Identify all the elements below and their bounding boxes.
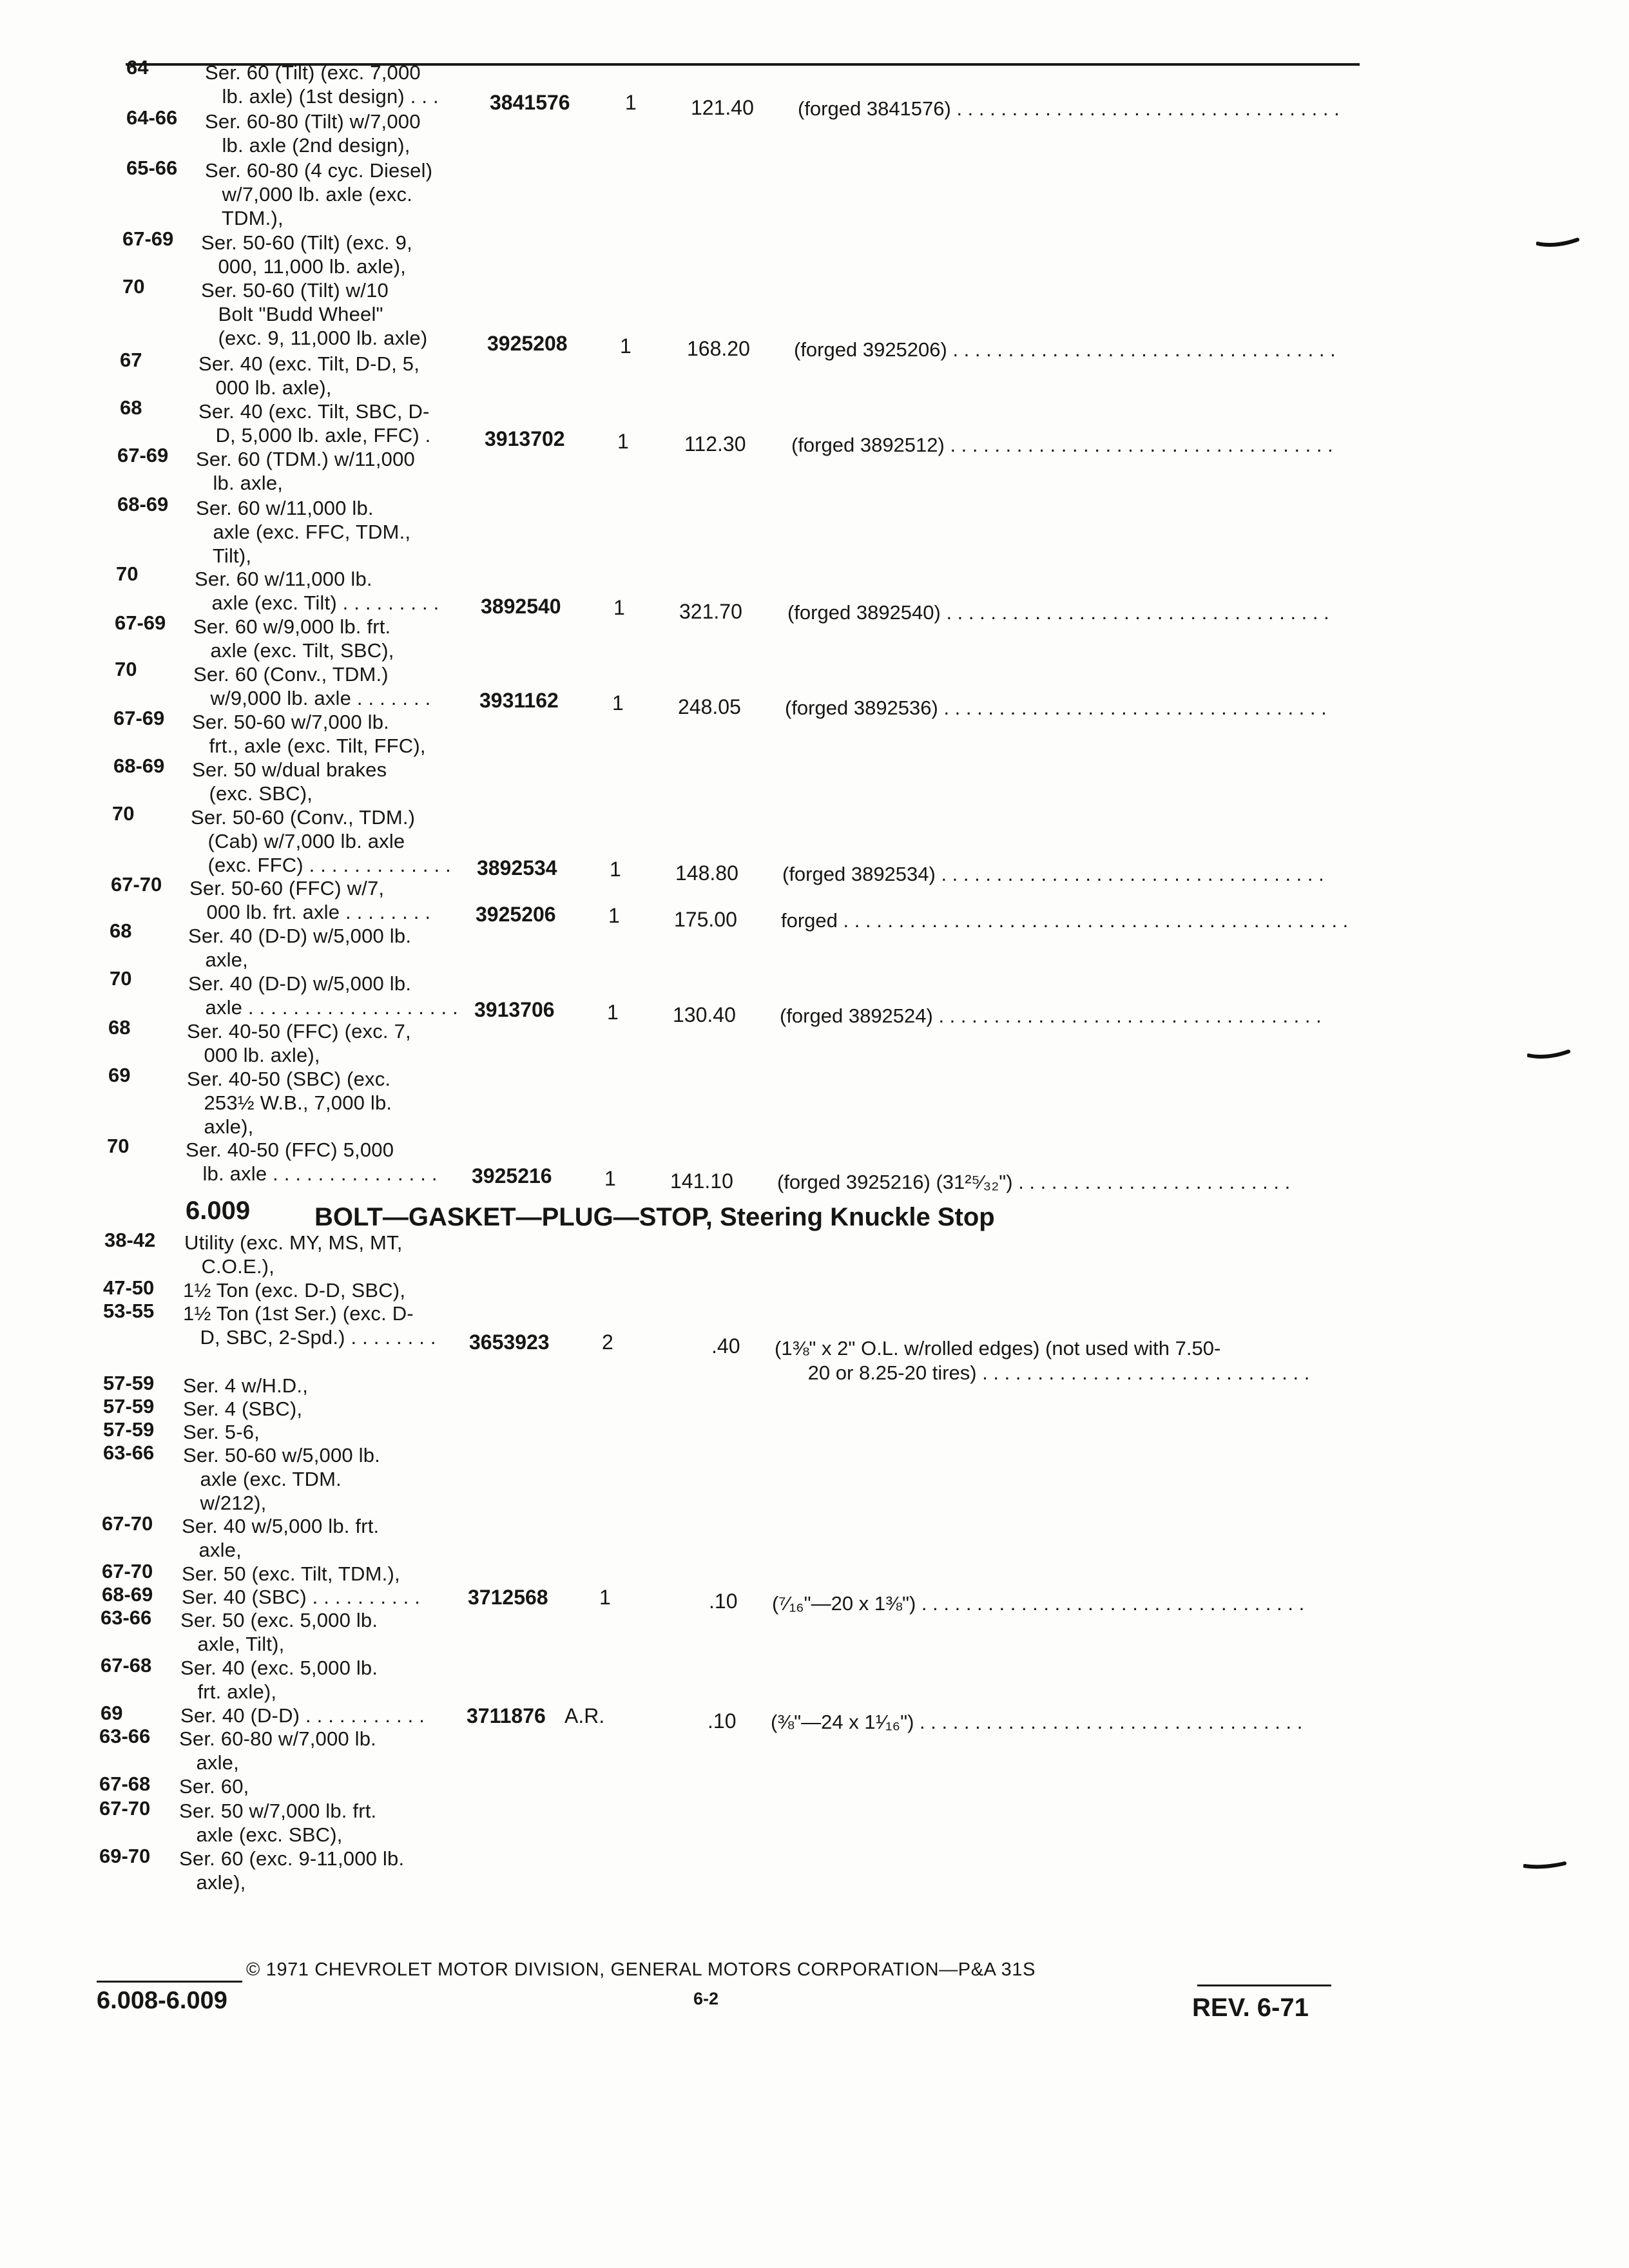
quantity: 1	[620, 334, 631, 358]
application-description: Ser. 50 w/7,000 lb. frt. axle (exc. SBC),	[179, 1800, 377, 1846]
application-description: Ser. 40 (D-D) w/5,000 lb. axle . . . . . . . . . . . . . . . . . . .	[188, 972, 458, 1019]
model-years: 69-70	[99, 1845, 151, 1867]
model-years: 67-69	[122, 227, 174, 250]
remarks: forged . . . . . . . . . . . . . . . . . . . . . . . . . . . . . . . . . . . . . . . . . . . . . .	[781, 909, 1349, 932]
quantity: 1	[617, 430, 629, 453]
application-description: Ser. 4 w/H.D.,	[183, 1374, 309, 1397]
application-description: Ser. 40 (exc. 5,000 lb. frt. axle),	[180, 1657, 378, 1703]
application-description: Ser. 40 (D-D) w/5,000 lb. axle,	[188, 925, 412, 971]
application-description: Ser. 60 (Conv., TDM.) w/9,000 lb. axle . . . . . . .	[193, 663, 431, 709]
part-number: 3925208	[487, 332, 568, 355]
part-number: 3892540	[481, 595, 561, 618]
application-description: Ser. 60,	[179, 1775, 249, 1798]
binder-mark-2	[1527, 1049, 1572, 1062]
model-years: 63-66	[103, 1441, 155, 1464]
model-years: 70	[112, 802, 135, 825]
application-description: Ser. 40 (D-D) . . . . . . . . . . .	[180, 1704, 425, 1727]
model-years: 69	[108, 1064, 131, 1086]
model-years: 68	[120, 396, 142, 419]
price: 130.40	[673, 1003, 736, 1026]
remarks: (forged 3841576) . . . . . . . . . . . . . . . . . . . . . . . . . . . . . . . . . . .	[798, 97, 1340, 120]
remarks: (forged 3925216) (31²⁵⁄₃₂") . . . . . . . . . . . . . . . . . . . . . . . . .	[777, 1171, 1291, 1193]
part-number: 3892534	[477, 856, 557, 879]
model-years: 70	[122, 275, 145, 298]
price: 321.70	[679, 600, 742, 623]
application-description: Ser. 50-60 (FFC) w/7, 000 lb. frt. axle . . . . . . . .	[189, 877, 431, 923]
footer-rule-right	[1197, 1984, 1331, 1986]
application-description: Ser. 50-60 (Tilt) w/10 Bolt "Budd Wheel" (exc. 9, 11,000 lb. axle)	[201, 279, 428, 349]
application-description: Ser. 40-50 (FFC) 5,000 lb. axle . . . . . . . . . . . . . . .	[186, 1139, 438, 1185]
model-years: 68-69	[117, 493, 169, 515]
model-years: 47-50	[103, 1276, 155, 1299]
application-description: 1½ Ton (1st Ser.) (exc. D- D, SBC, 2-Spd.) . . . . . . . .	[183, 1302, 436, 1349]
price: .10	[709, 1590, 738, 1613]
model-years: 63-66	[99, 1725, 151, 1747]
quantity: 1	[608, 904, 620, 927]
price: .10	[708, 1709, 737, 1733]
application-description: Ser. 50 w/dual brakes (exc. SBC),	[192, 758, 387, 805]
part-number: 3925216	[472, 1164, 552, 1187]
price: 141.10	[670, 1169, 733, 1193]
application-description: Ser. 40-50 (FFC) (exc. 7, 000 lb. axle),	[187, 1020, 411, 1066]
application-description: Ser. 60 (TDM.) w/11,000 lb. axle,	[196, 448, 415, 494]
remarks: (forged 3892524) . . . . . . . . . . . . . . . . . . . . . . . . . . . . . . . . . . .	[780, 1004, 1322, 1027]
remarks: (⁷⁄₁₆"—20 x 1⅜") . . . . . . . . . . . . . . . . . . . . . . . . . . . . . . . . . . .	[772, 1592, 1305, 1615]
application-description: Ser. 50-60 w/5,000 lb. axle (exc. TDM. w/212),	[183, 1444, 380, 1514]
application-description: Ser. 40 (exc. Tilt, SBC, D- D, 5,000 lb. axle, FFC) .	[198, 400, 431, 447]
model-years: 69	[101, 1702, 123, 1724]
remarks: (forged 3892536) . . . . . . . . . . . . . . . . . . . . . . . . . . . . . . . . . . .	[785, 697, 1327, 719]
price: 112.30	[684, 432, 746, 456]
model-years: 67-69	[113, 707, 165, 729]
quantity: 1	[612, 691, 624, 715]
quantity: 1	[613, 596, 625, 619]
quantity: 1	[625, 91, 637, 114]
part-number: 3913702	[485, 427, 565, 450]
application-description: Ser. 60-80 w/7,000 lb. axle,	[179, 1727, 376, 1774]
application-description: Ser. 50-60 (Conv., TDM.) (Cab) w/7,000 lb. axle (exc. FFC) . . . . . . . . . . . . .	[191, 806, 451, 876]
model-years: 67	[120, 349, 142, 371]
model-years: 68	[108, 1016, 131, 1039]
model-years: 38-42	[104, 1229, 156, 1251]
part-number: 3841576	[490, 91, 570, 114]
model-years: 68	[110, 919, 132, 942]
binder-mark-1	[1536, 236, 1581, 249]
section-title-main: BOLT—GASKET—PLUG—STOP,	[314, 1203, 713, 1231]
remarks: (1⅜" x 2" O.L. w/rolled edges) (not used with 7.50- 20 or 8.25-20 tires) . . . . . . . . . . . . . . . . . . . . . . . . . . . . . .	[775, 1337, 1310, 1384]
price: 175.00	[674, 908, 737, 931]
price: 121.40	[691, 96, 754, 119]
remarks: (⅜"—24 x 1¹⁄₁₆") . . . . . . . . . . . . . . . . . . . . . . . . . . . . . . . . . . .	[771, 1711, 1303, 1733]
part-number: 3931162	[479, 689, 559, 712]
quantity: 1	[610, 858, 621, 881]
part-number: 3711876	[467, 1704, 546, 1727]
section-title-sub: Steering Knuckle Stop	[719, 1203, 995, 1231]
part-number: 3712568	[468, 1586, 548, 1609]
model-years: 63-66	[101, 1606, 152, 1629]
page-number: 6-2	[693, 1989, 719, 2008]
application-description: Ser. 60 w/11,000 lb. axle (exc. FFC, TDM., Tilt),	[196, 497, 411, 567]
application-description: Ser. 60-80 (Tilt) w/7,000 lb. axle (2nd design),	[205, 110, 421, 157]
application-description: Utility (exc. MY, MS, MT, C.O.E.),	[184, 1231, 403, 1278]
footer-rule-left	[97, 1981, 242, 1983]
application-description: Ser. 50-60 (Tilt) (exc. 9, 000, 11,000 lb. axle),	[201, 231, 412, 278]
remarks: (forged 3892512) . . . . . . . . . . . . . . . . . . . . . . . . . . . . . . . . . . .	[791, 434, 1333, 456]
remarks: (forged 3892540) . . . . . . . . . . . . . . . . . . . . . . . . . . . . . . . . . . .	[787, 601, 1329, 624]
quantity: 1	[607, 1001, 619, 1024]
model-years: 57-59	[103, 1372, 155, 1394]
application-description: Ser. 60 w/11,000 lb. axle (exc. Tilt) . . . . . . . . .	[195, 568, 439, 614]
revision-date: REV. 6-71	[1192, 1994, 1309, 2022]
model-years: 65-66	[126, 157, 178, 179]
part-number: 3913706	[474, 998, 555, 1021]
model-years: 67-70	[111, 873, 162, 896]
model-years: 57-59	[103, 1418, 155, 1441]
application-description: Ser. 40-50 (SBC) (exc. 253½ W.B., 7,000 lb. axle),	[187, 1068, 392, 1138]
model-years: 53-55	[103, 1300, 155, 1322]
application-description: Ser. 60 (exc. 9-11,000 lb. axle),	[179, 1847, 405, 1894]
binder-mark-3	[1523, 1860, 1568, 1872]
section-number: 6.009	[186, 1196, 251, 1225]
model-years: 70	[115, 658, 137, 680]
remarks: (forged 3892534) . . . . . . . . . . . . . . . . . . . . . . . . . . . . . . . . . . .	[782, 863, 1324, 885]
quantity: 2	[602, 1331, 613, 1354]
price: 148.80	[675, 861, 738, 885]
application-description: Ser. 5-6,	[183, 1421, 260, 1443]
model-years: 67-68	[99, 1773, 151, 1795]
copyright-notice: © 1971 CHEVROLET MOTOR DIVISION, GENERAL MOTORS CORPORATION—P&A 31S	[246, 1959, 1036, 1980]
quantity: 1	[604, 1167, 616, 1190]
part-number: 3653923	[469, 1331, 550, 1354]
quantity: A.R.	[564, 1704, 605, 1727]
application-description: Ser. 40 w/5,000 lb. frt. axle,	[182, 1515, 380, 1561]
model-years: 67-69	[117, 444, 169, 466]
model-years: 70	[107, 1135, 130, 1157]
remarks: (forged 3925206) . . . . . . . . . . . . . . . . . . . . . . . . . . . . . . . . . . .	[794, 338, 1336, 361]
application-description: 1½ Ton (exc. D-D, SBC),	[183, 1279, 406, 1302]
model-years: 57-59	[103, 1395, 155, 1418]
application-description: Ser. 50 (exc. Tilt, TDM.),	[182, 1562, 400, 1585]
model-years: 64	[126, 56, 149, 79]
price: .40	[711, 1334, 740, 1358]
application-description: Ser. 60 (Tilt) (exc. 7,000 lb. axle) (1st design) . . .	[205, 61, 439, 108]
model-years: 68-69	[113, 754, 165, 777]
quantity: 1	[599, 1586, 611, 1609]
section-range: 6.008-6.009	[97, 1987, 227, 2014]
model-years: 68-69	[102, 1583, 153, 1606]
model-years: 67-68	[101, 1654, 152, 1677]
model-years: 67-69	[115, 611, 166, 634]
model-years: 67-70	[102, 1560, 153, 1582]
application-description: Ser. 60 w/9,000 lb. frt. axle (exc. Tilt, SBC),	[193, 615, 394, 662]
model-years: 64-66	[126, 106, 178, 129]
part-number: 3925206	[476, 903, 556, 926]
application-description: Ser. 4 (SBC),	[183, 1398, 303, 1420]
application-description: Ser. 40 (exc. Tilt, D-D, 5, 000 lb. axle),	[198, 352, 420, 399]
application-description: Ser. 40 (SBC) . . . . . . . . . .	[182, 1586, 421, 1608]
model-years: 70	[116, 562, 139, 585]
section-title	[314, 1202, 995, 1232]
model-years: 67-70	[102, 1512, 153, 1535]
price: 248.05	[678, 695, 741, 718]
application-description: Ser. 50-60 w/7,000 lb. frt., axle (exc. Tilt, FFC),	[192, 711, 426, 757]
model-years: 70	[110, 967, 132, 990]
price: 168.20	[687, 337, 750, 360]
application-description: Ser. 60-80 (4 cyc. Diesel) w/7,000 lb. axle (exc. TDM.),	[205, 159, 433, 229]
model-years: 67-70	[99, 1797, 151, 1820]
application-description: Ser. 50 (exc. 5,000 lb. axle, Tilt),	[180, 1609, 378, 1655]
